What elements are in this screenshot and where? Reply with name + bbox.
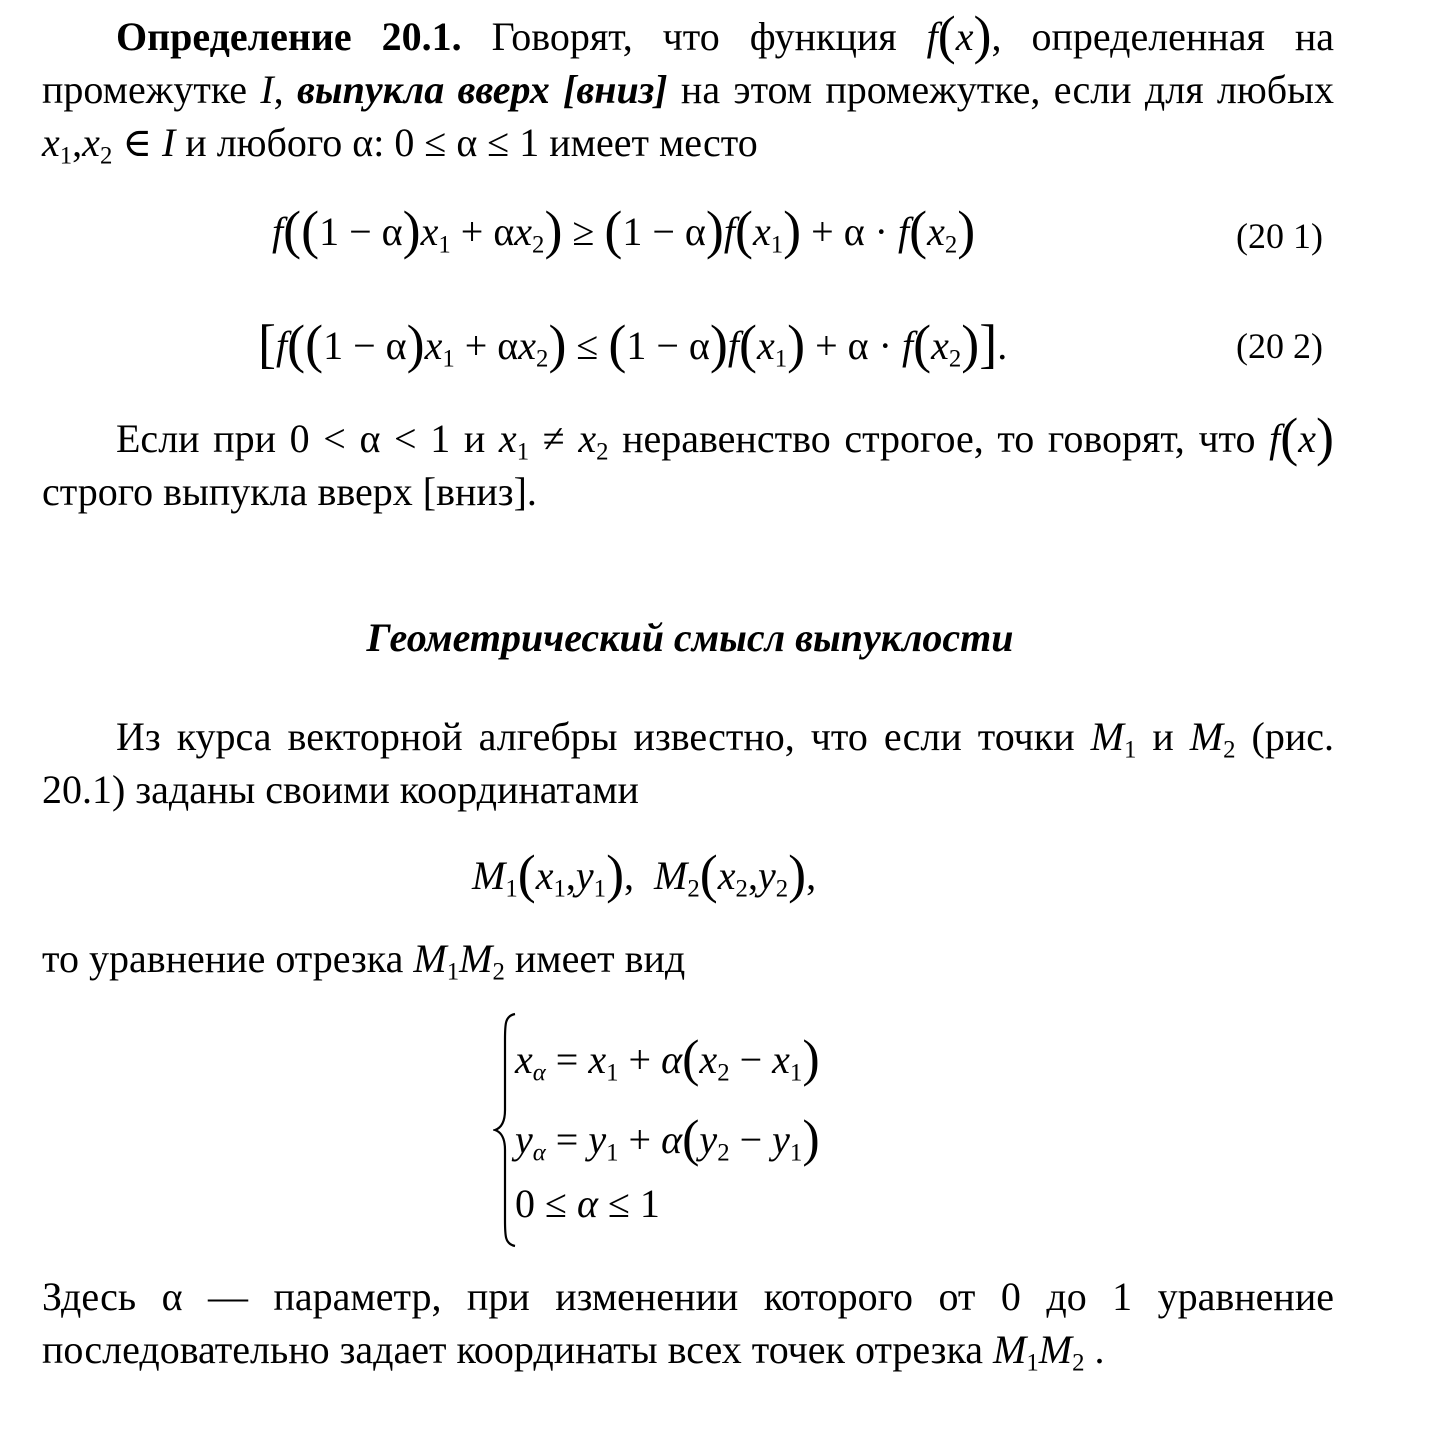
vector-text: и [1136,714,1190,759]
points-formula-render: $M_1(x_1,y_1)$, $M_2(x_2,y_2)$, [472,844,817,905]
segment-system [493,1010,913,1250]
strict-alpha-condition: 0 < α < 1 [289,416,451,461]
parameter-m1m2-render: $M_1M_2$ [993,1327,1085,1377]
function-fx: f(x) [926,5,992,66]
section-heading: Геометрический смысл выпуклости [366,615,1014,660]
parameter-text: Здесь α — параметр, при изменении которого от 0 до 1 уравнение последовательно задает координаты всех точек отрезка [42,1274,1334,1372]
equation-number-20-2: (20 2) [1236,326,1323,366]
strict-text: неравенство строгое, то говорят, что [608,416,1270,461]
definition-label: Определение 20.1. [116,14,462,59]
parameter-text: . [1084,1327,1105,1372]
vector-text: Из курса векторной алгебры известно, что если точки [116,714,1091,759]
definition-text: и любого α: [175,120,395,165]
strict-text: строго выпукла вверх [вниз]. [42,469,537,514]
definition-text: на этом промежутке, если для любых [667,67,1334,112]
definition-text: , определенная на промежутке [42,14,1335,112]
strict-text: и [450,416,499,461]
definition-text: Говорят, что функция [461,14,927,59]
definition-paragraph [42,5,1335,170]
points-condition-render: $x_1,x_2$ ∈ I [42,120,176,170]
strict-fx-render: f(x) [1269,407,1335,468]
equation-20-1-render: $f((1 - \alpha)x_1 + \alpha x_2) \ge (1 - \alpha)f(x_1) + \alpha \cdot f(x_2)$ [272,200,976,261]
equation-20-2 [258,316,1007,376]
definition-text: , [273,67,297,112]
system-line-x-render: $x_\alpha = x_1 + \alpha(x_2 - x_1)$ [515,1030,820,1088]
points-formula [472,846,816,906]
strict-x-condition-render: $x_1 \ne x_2$ [498,416,609,466]
vector-paragraph [42,710,1334,816]
strict-paragraph [42,407,1335,518]
segment-m1m2-render: $M_1M_2$ [413,936,505,986]
system-line-x [515,1030,820,1090]
vector-text: (рис. 20.1) заданы своими координатами [42,714,1335,812]
equation-number-20-1: (20 1) [1236,216,1323,256]
equation-20-1 [272,202,975,262]
segment-paragraph [42,932,1334,985]
system-line-y [515,1110,820,1170]
parameter-paragraph [42,1270,1334,1376]
segment-text: имеет вид [504,936,686,981]
interval-symbol: I [260,67,274,112]
equation-20-2-render: $[f((1 - \alpha)x_1 + \alpha x_2) \le (1 - \alpha)f(x_1) + \alpha \cdot f(x_2)]$. [258,314,1008,375]
alpha-condition: 0 ≤ α ≤ 1 [394,120,540,165]
segment-text: то уравнение отрезка [42,936,414,981]
point-m2-render: $M_2$ [1189,714,1236,764]
system-line-y-render: $y_\alpha = y_1 + \alpha(y_2 - y_1)$ [515,1110,820,1168]
convex-phrase: выпукла вверх [вниз] [296,67,668,112]
system-line-alpha-render: 0 ≤ α ≤ 1 [515,1181,660,1226]
system-line-alpha [515,1174,660,1234]
strict-text: Если при [116,416,290,461]
point-m1-render: $M_1$ [1090,714,1137,764]
left-brace [493,1010,517,1250]
definition-text: имеет место [539,120,758,165]
